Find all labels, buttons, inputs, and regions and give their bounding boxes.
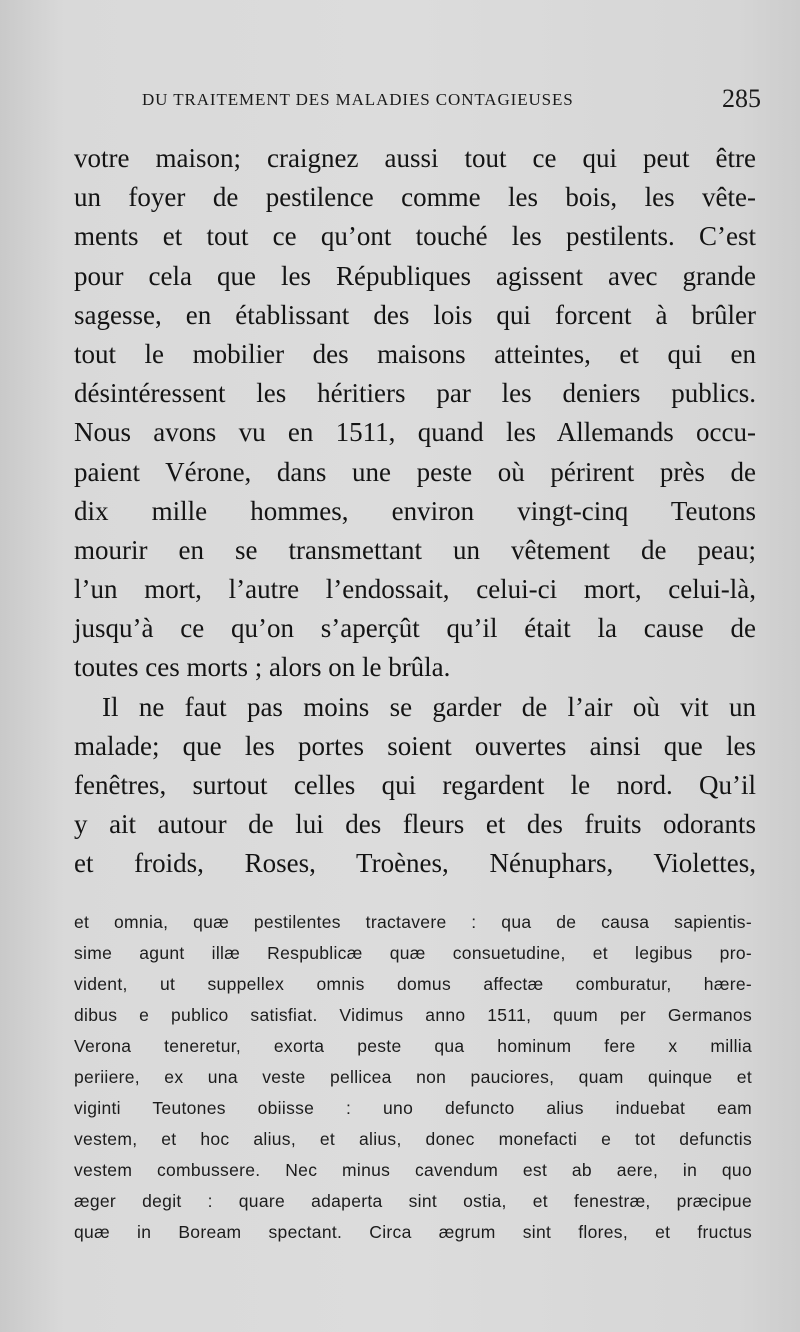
page-number: 285 [722, 84, 761, 113]
footnote-line: viginti Teutones obiisse : uno defuncto alius induebat eam [74, 1098, 752, 1118]
footnote-line: vestem combussere. Nec minus cavendum est ab aere, in quo [74, 1160, 752, 1180]
footnote-line: vident, ut suppellex omnis domus affectæ comburatur, hære- [74, 974, 752, 994]
text-line: dix mille hommes, environ vingt-cinq Teutons [74, 495, 756, 526]
text-line: fenêtres, surtout celles qui regardent le nord. Qu’il [74, 770, 756, 800]
text-line: l’un mort, l’autre l’endossait, celui-ci mort, celui-là, [74, 574, 756, 605]
footnote-line: dibus e publico satisfiat. Vidimus anno 1511, quum per Germanos [74, 1005, 752, 1025]
footnote-line: sime agunt illæ Respublicæ quæ consuetudine, et legibus pro- [74, 943, 752, 963]
text-line: pour cela que les Républiques agissent avec grande [74, 260, 756, 291]
text-line: un foyer de pestilence comme les bois, les vête- [74, 182, 756, 213]
text-line: désintéressent les héritiers par les deniers publics. [74, 378, 756, 409]
text-line: Nous avons vu en 1511, quand les Allemands occu- [74, 417, 756, 448]
text-line: et froids, Roses, Troènes, Nénuphars, Violettes, [74, 848, 756, 879]
footnote-block [74, 907, 752, 1248]
footnote-line: vestem, et hoc alius, et alius, donec monefacti e tot defunctis [74, 1129, 752, 1149]
text-line: jusqu’à ce qu’on s’aperçût qu’il était la cause de [74, 613, 756, 644]
paragraph-first-line: Il ne faut pas moins se garder de l’air où vit un [102, 691, 756, 722]
text-line: tout le mobilier des maisons atteintes, et qui en [74, 338, 756, 369]
main-text-block [74, 139, 756, 884]
text-line: sagesse, en établissant des lois qui forcent à brûler [74, 299, 756, 330]
footnote-line: quæ in Boream spectant. Circa ægrum sint flores, et fructus [74, 1222, 752, 1242]
text-line: mourir en se transmettant un vêtement de peau; [74, 534, 756, 565]
page-header [0, 84, 800, 120]
text-line: ments et tout ce qu’ont touché les pestilents. C’est [74, 221, 756, 252]
text-line: toutes ces morts ; alors on le brûla. [74, 652, 451, 683]
footnote-line: et omnia, quæ pestilentes tractavere : qua de causa sapientis- [74, 912, 752, 932]
footnote-line: Verona teneretur, exorta peste qua hominum fere x millia [74, 1036, 752, 1056]
text-line: paient Vérone, dans une peste où périrent près de [74, 456, 756, 487]
text-line: votre maison; craignez aussi tout ce qui peut être [74, 143, 756, 173]
footnote-line: æger degit : quare adaperta sint ostia, et fenestræ, præcipue [74, 1191, 752, 1211]
text-line: y ait autour de lui des fleurs et des fruits odorants [74, 809, 756, 840]
text-line: malade; que les portes soient ouvertes ainsi que les [74, 730, 756, 761]
footnote-line: periiere, ex una veste pellicea non pauciores, quam quinque et [74, 1067, 752, 1087]
running-head: DU TRAITEMENT DES MALADIES CONTAGIEUSES [142, 90, 574, 109]
